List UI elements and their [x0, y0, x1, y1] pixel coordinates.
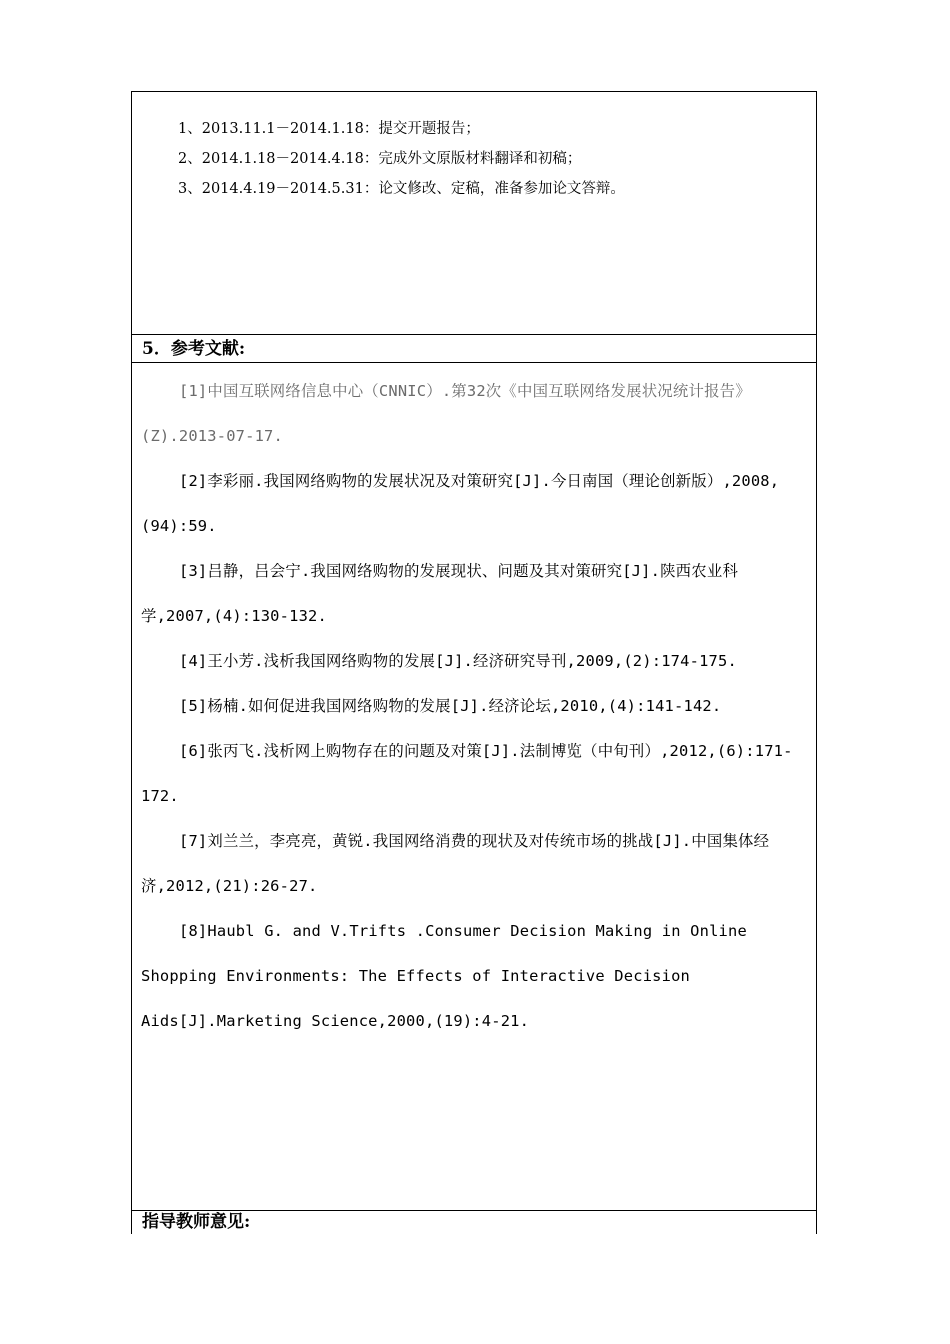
- reference-item: [7]刘兰兰，李亮亮，黄锐.我国网络消费的现状及对传统市场的挑战[J].中国集体经济,2012,(21):26-27.: [141, 832, 770, 895]
- reference-item: [6]张丙飞.浅析网上购物存在的问题及对策[J].法制博览（中旬刊）,2012,(6):171-172.: [141, 742, 793, 805]
- reference-item: [4]王小芳.浅析我国网络购物的发展[J].经济研究导刊,2009,(2):174-175.: [179, 652, 737, 670]
- reference-item: [2]李彩丽.我国网络购物的发展状况及对策研究[J].今日南国（理论创新版）,2008,(94):59.: [141, 472, 780, 535]
- references-cell: [132, 363, 816, 1211]
- proposal-form-table: [131, 91, 817, 1234]
- advisor-opinion-heading: 指导教师意见:: [142, 1212, 251, 1232]
- schedule-item: 3、2014.4.19－2014.5.31：论文修改、定稿，准备参加论文答辩。: [178, 181, 625, 197]
- references-header-cell: [132, 335, 816, 363]
- reference-item: [5]杨楠.如何促进我国网络购物的发展[J].经济论坛,2010,(4):141-142.: [179, 697, 722, 715]
- reference-item: [1]中国互联网络信息中心（CNNIC）.第32次《中国互联网络发展状况统计报告》(Z).2013-07-17.: [141, 382, 751, 445]
- references-heading: 5．参考文献:: [142, 339, 246, 359]
- reference-item: [8]Haubl G. and V.Trifts .Consumer Decision Making in Online Shopping Environments: The Effects of Interactive Decision Aids[J].Marketing Science,2000,(19):4-21.: [141, 922, 747, 1030]
- schedule-cell: [132, 92, 816, 335]
- advisor-opinion-cell: [132, 1211, 816, 1235]
- schedule-item: 1、2013.11.1－2014.1.18：提交开题报告；: [178, 121, 480, 137]
- reference-item: [3]吕静，吕会宁.我国网络购物的发展现状、问题及其对策研究[J].陕西农业科学,2007,(4):130-132.: [141, 562, 739, 625]
- schedule-item: 2、2014.1.18－2014.4.18：完成外文原版材料翻译和初稿；: [178, 151, 582, 167]
